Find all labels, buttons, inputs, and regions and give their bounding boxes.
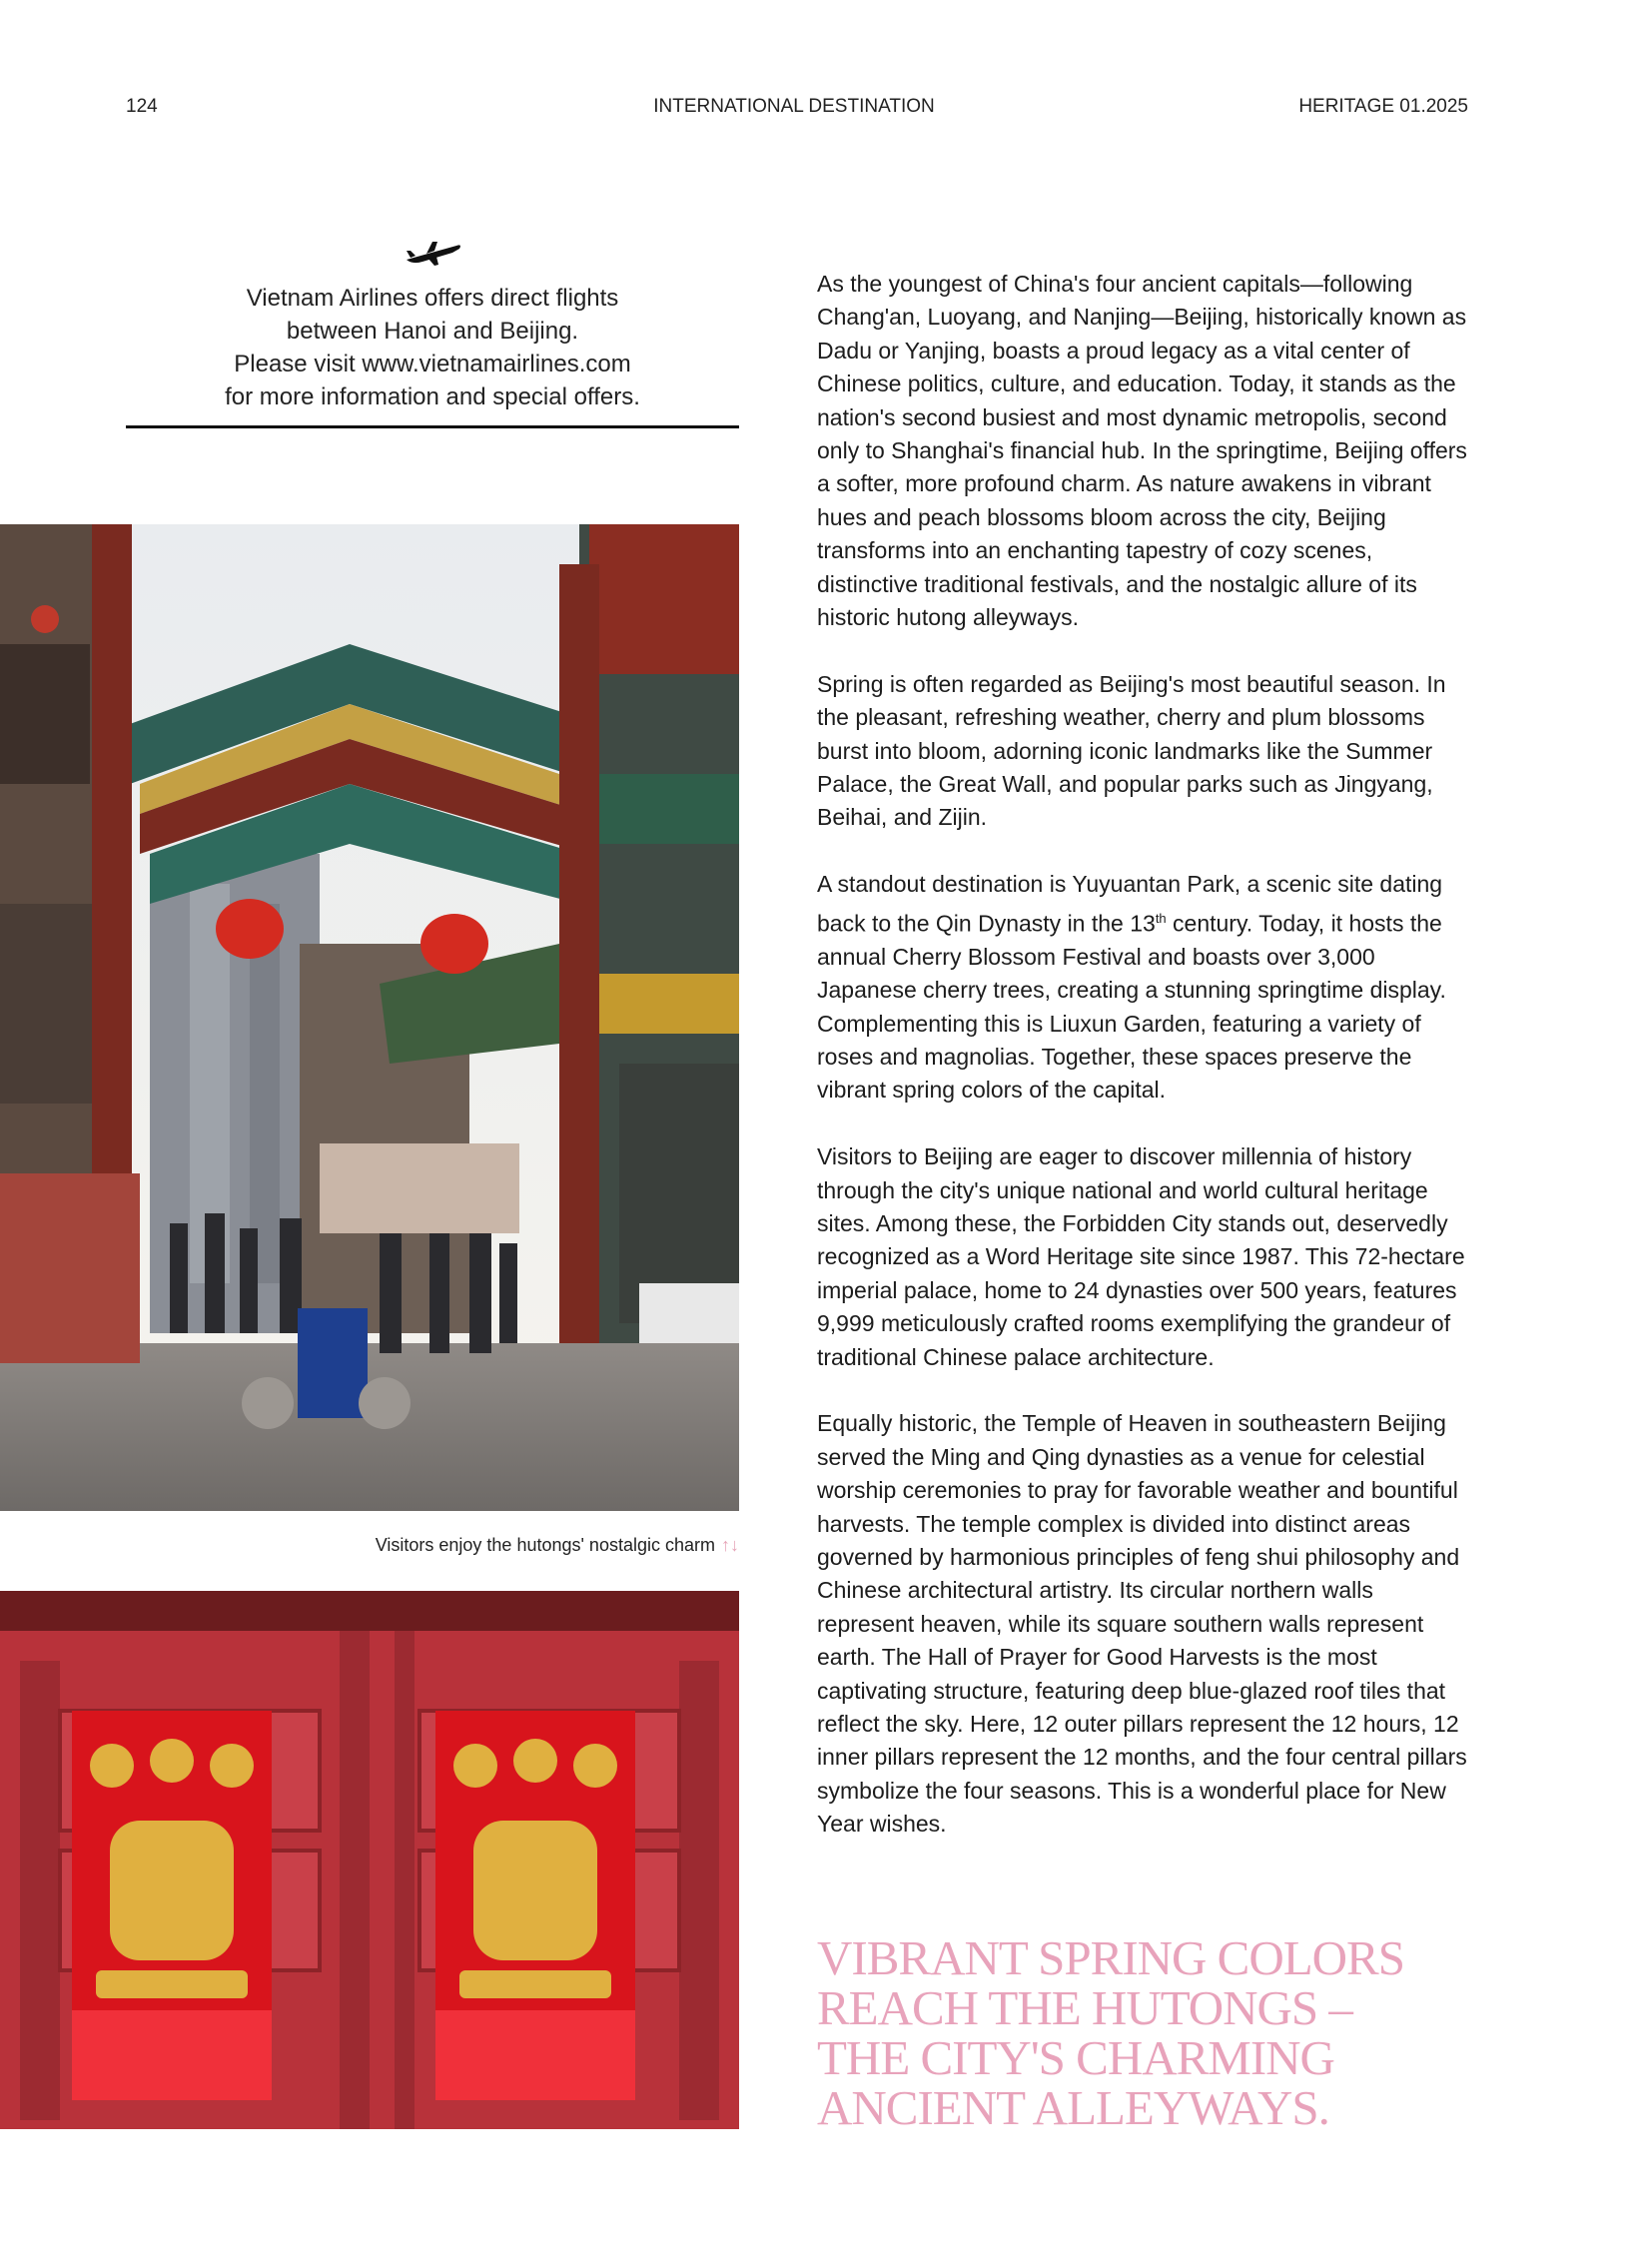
pull-quote-line: THE CITY'S CHARMING — [817, 2030, 1334, 2085]
caption-arrows-icon: ↑↓ — [721, 1535, 739, 1555]
page-number: 124 — [126, 96, 158, 117]
photo-caption — [0, 1535, 739, 1556]
promo-line: Vietnam Airlines offers direct flights — [246, 285, 619, 312]
paragraph: As the youngest of China's four ancient capitals—following Chang'an, Luoyang, and Nanjing—Beijing, historically known as Dadu or Yanjing, boasts a proud legacy as a vital center of Chinese politics, culture, and education. Today, it stands as the nation's second busiest and most dynamic metropolis, second only to Shanghai's financial hub. In the springtime, Beijing offers a softer, more profound charm. As nature awakens in vibrant hues and peach blossoms bloom across the city, Beijing transforms into an enchanting tapestry of cozy scenes, distinctive traditional festivals, and the nostalgic allure of its historic hutong alleyways. — [817, 271, 1467, 631]
divider — [126, 425, 739, 428]
pull-quote-line: ANCIENT ALLEYWAYS. — [817, 2080, 1329, 2135]
red-doors-photo — [0, 1591, 739, 2129]
promo-line: Please visit www.vietnamairlines.com — [234, 351, 631, 377]
paragraph: Visitors to Beijing are eager to discover millennia of history through the city's unique national and world cultural heritage sites. Among these, the Forbidden City stands out, deservedly recognized as a Word Heritage site since 1987. This 72-hectare imperial palace, home to 24 dynasties over 500 years, features 9,999 meticulously crafted rooms exemplifying the grandeur of traditional Chinese palace architecture. — [817, 1143, 1465, 1370]
issue-label: HERITAGE 01.2025 — [1298, 96, 1468, 117]
pull-quote-line: REACH THE HUTONGS – — [817, 1980, 1352, 2035]
paragraph: Spring is often regarded as Beijing's most beautiful season. In the pleasant, refreshing weather, cherry and plum blossoms burst into bloom, adorning iconic landmarks like the Summer Palace, the Great Wall, and popular parks such as Jingyang, Beihai, and Zijin. — [817, 670, 1446, 831]
promo-line: between Hanoi and Beijing. — [286, 318, 579, 345]
article-body — [817, 268, 1476, 1842]
caption-text: Visitors enjoy the hutongs' nostalgic charm — [375, 1535, 715, 1555]
airplane-icon — [403, 236, 462, 268]
section-title: INTERNATIONAL DESTINATION — [653, 96, 935, 117]
superscript: th — [1155, 910, 1167, 926]
paragraph: Equally historic, the Temple of Heaven in southeastern Beijing served the Ming and Qing dynasties as a venue for celestial worship ceremonies to pray for favorable weather and bountiful harvests. The temple complex is divided into distinct areas governed by harmonious principles of feng shui philosophy and Chinese architectural artistry. Its circular northern walls represent heaven, while its square southern walls represent earth. The Hall of Prayer for Good Harvests is the most captivating structure, featuring deep blue-glazed roof tiles that reflect the sky. Here, 12 outer pillars represent the 12 hours, 12 inner pillars represent the 12 months, and the four central pillars symbolize the four seasons. This is a wonderful place for New Year wishes. — [817, 1410, 1467, 1838]
hutong-gate-photo — [0, 524, 739, 1511]
airline-promo — [126, 236, 739, 428]
paragraph-text: century. Today, it hosts the annual Cherry Blossom Festival and boasts over 3,000 Japanese cherry trees, creating a stunning springtime display. Complementing this is Liuxun Garden, featuring a variety of roses and magnolias. Together, these spaces preserve the vibrant spring colors of the capital. — [817, 910, 1446, 1104]
pull-quote-line: VIBRANT SPRING COLORS — [817, 1930, 1404, 1985]
paragraph — [817, 868, 1476, 1108]
promo-line: for more information and special offers. — [225, 383, 640, 410]
paragraph-text: A standout destination is Yuyuantan Park, a scenic site dating back to the Qin Dynasty in the 13 — [817, 871, 1443, 937]
page-header — [0, 96, 1652, 126]
pull-quote — [817, 1930, 1436, 2135]
